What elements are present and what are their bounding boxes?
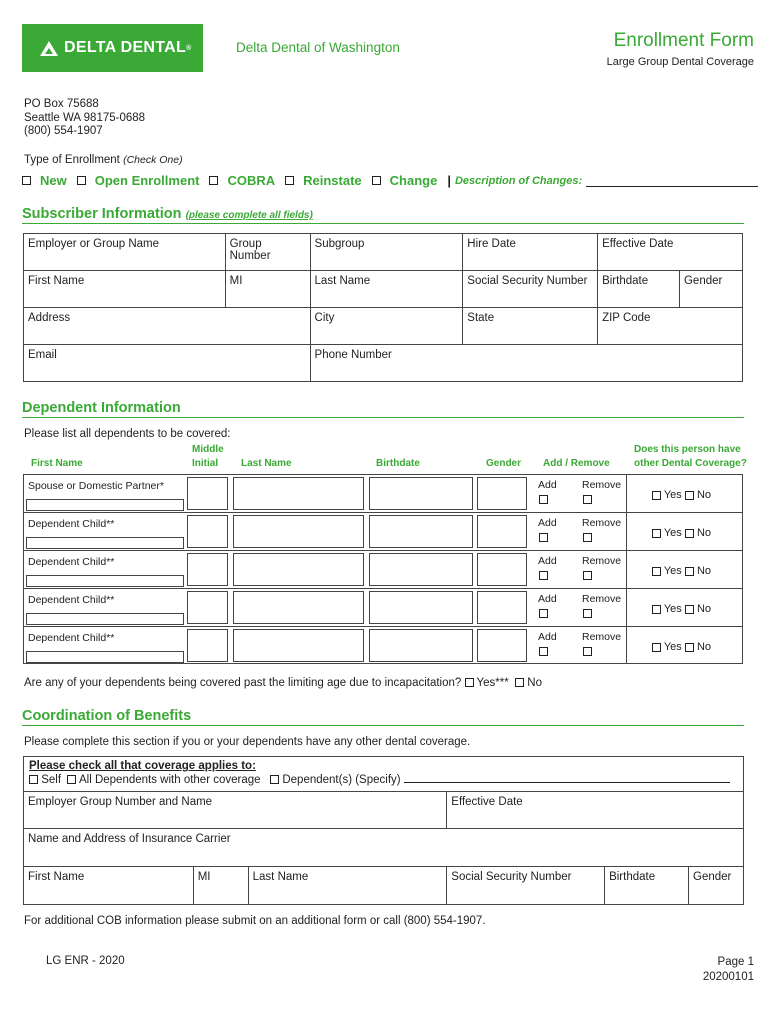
incapacity-question: Are any of your dependents being covered past the limiting age due to incapacitation? Yes*** No <box>24 677 542 689</box>
yes-checkbox[interactable] <box>652 605 661 614</box>
cob-section-heading: Coordination of Benefits <box>22 708 744 726</box>
birthdate-field[interactable]: Birthdate <box>598 271 680 308</box>
other-coverage-choice: Yes No <box>652 565 711 577</box>
change-checkbox[interactable] <box>372 176 381 185</box>
dependent-first-name-input[interactable] <box>26 575 184 587</box>
dependent-row <box>23 550 743 588</box>
add-label: Add <box>538 479 557 491</box>
add-checkbox[interactable] <box>539 533 548 542</box>
enrollment-type-label: Type of Enrollment (Check One) <box>24 154 183 166</box>
remove-label: Remove <box>582 593 622 605</box>
page-number: Page 1 <box>717 956 754 968</box>
gender-field[interactable]: Gender <box>679 271 742 308</box>
col-initial: Initial <box>192 458 219 469</box>
mailing-address <box>24 98 145 139</box>
add-label: Add <box>538 517 557 529</box>
self-label: Self <box>41 774 62 786</box>
remove-label: Remove <box>582 479 622 491</box>
dependent-last-name-input[interactable] <box>233 515 364 548</box>
add-checkbox[interactable] <box>539 647 548 656</box>
dependent-last-name-input[interactable] <box>233 553 364 586</box>
employer-group-name-field[interactable]: Employer or Group Name <box>24 234 226 271</box>
form-code: LG ENR - 2020 <box>46 955 125 967</box>
hire-date-field[interactable]: Hire Date <box>463 234 598 271</box>
cob-last-name-field[interactable]: Last Name <box>248 867 447 905</box>
mi-field[interactable]: MI <box>225 271 310 308</box>
option-new: New <box>40 173 67 188</box>
add-checkbox[interactable] <box>539 609 548 618</box>
col-last-name: Last Name <box>241 458 292 469</box>
sub-logo: Delta Dental of Washington <box>236 40 400 55</box>
description-of-changes-field[interactable] <box>586 175 758 187</box>
new-checkbox[interactable] <box>22 176 31 185</box>
description-of-changes-label: Description of Changes: <box>454 174 583 187</box>
no-checkbox[interactable] <box>685 605 694 614</box>
enrollment-type-options <box>22 173 758 188</box>
dependent-first-name-input[interactable] <box>26 537 184 549</box>
col-first-name: First Name <box>31 458 83 469</box>
other-coverage-choice: Yes No <box>652 641 711 653</box>
dependent-gender-input[interactable] <box>477 591 527 624</box>
cob-coverage-applies <box>23 756 744 792</box>
remove-checkbox[interactable] <box>583 609 592 618</box>
option-change: Change <box>389 173 438 188</box>
address-line: Seattle WA 98175-0688 <box>24 111 146 124</box>
page-info <box>703 955 754 985</box>
other-coverage-choice: Yes No <box>652 489 711 501</box>
delta-triangle-icon <box>40 41 58 56</box>
logo-text: DELTA DENTAL <box>64 39 187 56</box>
dependent-birthdate-input[interactable] <box>369 515 473 548</box>
cob-effective-date-field[interactable]: Effective Date <box>447 792 744 829</box>
add-label: Add <box>538 555 557 567</box>
dependent-type-label: Dependent Child** <box>28 518 115 530</box>
dependent-type-label: Dependent Child** <box>28 594 115 606</box>
divider <box>626 551 627 588</box>
yes-checkbox[interactable] <box>652 643 661 652</box>
dependents-specify-field[interactable] <box>404 773 730 783</box>
dependent-first-name-input[interactable] <box>26 613 184 625</box>
cob-ssn-field[interactable]: Social Security Number <box>447 867 605 905</box>
col-other-coverage-1: Does this person have <box>634 444 741 455</box>
dependent-last-name-input[interactable] <box>233 629 364 662</box>
state-field[interactable]: State <box>463 308 598 345</box>
dependent-row <box>23 474 743 512</box>
dependent-gender-input[interactable] <box>477 515 527 548</box>
no-checkbox[interactable] <box>685 529 694 538</box>
self-checkbox[interactable] <box>29 775 38 784</box>
other-coverage-choice: Yes No <box>652 603 711 615</box>
cob-footer-note: For additional COB information please submit on an additional form or call (800) 554-1907. <box>24 915 486 927</box>
address-line: PO Box 75688 <box>24 98 99 110</box>
dependent-instruction: Please list all dependents to be covered: <box>24 428 231 440</box>
cob-mi-field[interactable]: MI <box>193 867 248 905</box>
dependent-mi-input[interactable] <box>187 515 228 548</box>
dependent-type-label: Dependent Child** <box>28 632 115 644</box>
dependent-mi-input[interactable] <box>187 591 228 624</box>
cob-table <box>23 791 744 905</box>
cob-birthdate-field[interactable]: Birthdate <box>605 867 689 905</box>
cob-gender-field[interactable]: Gender <box>689 867 744 905</box>
option-open-enrollment: Open Enrollment <box>94 173 200 188</box>
divider <box>626 475 627 512</box>
dependent-type-label: Spouse or Domestic Partner* <box>28 480 164 492</box>
subscriber-table <box>23 233 743 382</box>
reinstate-checkbox[interactable] <box>285 176 294 185</box>
remove-label: Remove <box>582 517 622 529</box>
dependent-last-name-input[interactable] <box>233 591 364 624</box>
dependent-mi-input[interactable] <box>187 629 228 662</box>
divider <box>626 627 627 663</box>
address-field[interactable]: Address <box>24 308 311 345</box>
cobra-checkbox[interactable] <box>209 176 218 185</box>
all-dependents-checkbox[interactable] <box>67 775 76 784</box>
date-code: 20200101 <box>702 971 754 983</box>
city-field[interactable]: City <box>310 308 463 345</box>
add-label: Add <box>538 593 557 605</box>
incapacity-yes-checkbox[interactable] <box>465 678 474 687</box>
col-middle: Middle <box>192 444 224 455</box>
dependent-type-label: Dependent Child** <box>28 556 115 568</box>
incapacity-no-checkbox[interactable] <box>515 678 524 687</box>
cob-employer-group-field[interactable]: Employer Group Number and Name <box>24 792 447 829</box>
other-coverage-choice: Yes No <box>652 527 711 539</box>
subscriber-section-heading: Subscriber Information (please complete all fields) <box>22 206 744 224</box>
all-dependents-label: All Dependents with other coverage <box>78 774 261 786</box>
add-label: Add <box>538 631 557 643</box>
add-checkbox[interactable] <box>539 495 548 504</box>
yes-checkbox[interactable] <box>652 567 661 576</box>
dependent-birthdate-input[interactable] <box>369 629 473 662</box>
open-enrollment-checkbox[interactable] <box>77 176 86 185</box>
remove-checkbox[interactable] <box>583 647 592 656</box>
dependent-row <box>23 626 743 664</box>
dependent-section-heading: Dependent Information <box>22 400 744 418</box>
no-checkbox[interactable] <box>685 643 694 652</box>
dependent-birthdate-input[interactable] <box>369 477 473 510</box>
col-gender: Gender <box>486 458 522 469</box>
remove-checkbox[interactable] <box>583 533 592 542</box>
dependent-first-name-input[interactable] <box>26 651 184 663</box>
form-subtitle: Large Group Dental Coverage <box>606 56 754 68</box>
divider <box>626 513 627 550</box>
separator-bar: | <box>447 173 451 188</box>
option-cobra: COBRA <box>227 173 276 188</box>
divider <box>626 589 627 626</box>
form-title: Enrollment Form <box>613 30 754 51</box>
remove-checkbox[interactable] <box>583 495 592 504</box>
remove-checkbox[interactable] <box>583 571 592 580</box>
dependent-birthdate-input[interactable] <box>369 591 473 624</box>
option-reinstate: Reinstate <box>303 173 362 188</box>
cob-first-name-field[interactable]: First Name <box>24 867 194 905</box>
no-checkbox[interactable] <box>685 491 694 500</box>
email-field[interactable]: Email <box>24 345 311 382</box>
dependent-row <box>23 588 743 626</box>
remove-label: Remove <box>582 631 622 643</box>
col-birthdate: Birthdate <box>376 458 420 469</box>
yes-checkbox[interactable] <box>652 529 661 538</box>
no-checkbox[interactable] <box>685 567 694 576</box>
dependents-specify-checkbox[interactable] <box>270 775 279 784</box>
subgroup-field[interactable]: Subgroup <box>310 234 463 271</box>
last-name-field[interactable]: Last Name <box>310 271 463 308</box>
col-add-remove: Add / Remove <box>543 458 610 469</box>
dependent-row <box>23 512 743 550</box>
yes-checkbox[interactable] <box>652 491 661 500</box>
dependent-last-name-input[interactable] <box>233 477 364 510</box>
phone-field[interactable]: Phone Number <box>310 345 742 382</box>
dependent-gender-input[interactable] <box>477 553 527 586</box>
dependent-first-name-input[interactable] <box>26 499 184 511</box>
ssn-field[interactable]: Social Security Number <box>463 271 598 308</box>
col-other-coverage-2: other Dental Coverage? <box>634 458 747 469</box>
zip-field[interactable]: ZIP Code <box>598 308 743 345</box>
dependent-birthdate-input[interactable] <box>369 553 473 586</box>
incapacity-yes-label: Yes*** <box>476 677 509 689</box>
dependent-mi-input[interactable] <box>187 553 228 586</box>
effective-date-field[interactable]: Effective Date <box>598 234 743 271</box>
cob-coverage-options <box>29 773 738 786</box>
remove-label: Remove <box>582 555 622 567</box>
dependents-specify-label: Dependent(s) (Specify) <box>282 774 401 786</box>
add-checkbox[interactable] <box>539 571 548 580</box>
cob-instruction: Please complete this section if you or your dependents have any other dental coverage. <box>24 736 471 748</box>
dependent-mi-input[interactable] <box>187 477 228 510</box>
group-number-field[interactable]: Group Number <box>225 234 310 271</box>
cob-check-all-label: Please check all that coverage applies to: <box>29 760 256 772</box>
dependent-gender-input[interactable] <box>477 629 527 662</box>
dependent-gender-input[interactable] <box>477 477 527 510</box>
incapacity-no-label: No <box>527 677 542 689</box>
delta-dental-logo: DELTA DENTAL ® <box>22 24 203 72</box>
address-phone: (800) 554-1907 <box>24 125 103 137</box>
first-name-field[interactable]: First Name <box>24 271 226 308</box>
cob-carrier-field[interactable]: Name and Address of Insurance Carrier <box>24 829 744 867</box>
